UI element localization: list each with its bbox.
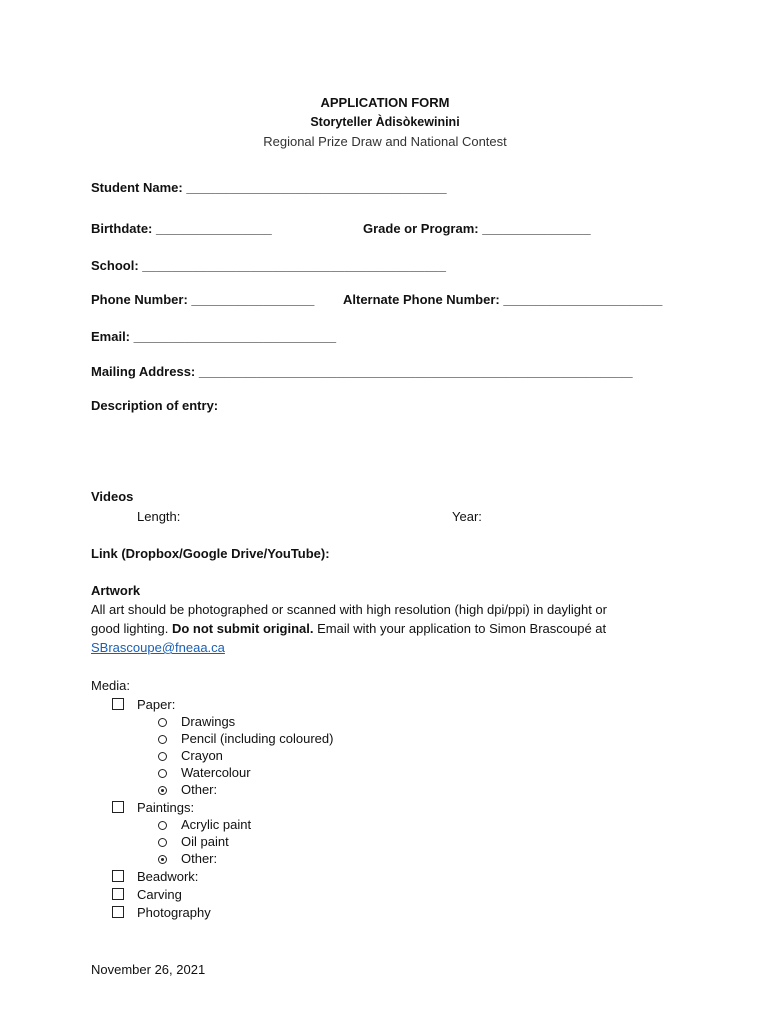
video-length-label: Length: <box>137 509 181 524</box>
pencil-radio[interactable] <box>158 735 167 744</box>
artwork-line2-pre: good lighting. <box>91 621 172 636</box>
artwork-instructions-line2 <box>91 621 606 636</box>
paintings-other-label: Other: <box>181 851 218 866</box>
video-link-label: Link (Dropbox/Google Drive/YouTube): <box>91 546 330 561</box>
crayon-label: Crayon <box>181 748 223 763</box>
videos-heading: Videos <box>91 489 134 504</box>
photography-checkbox[interactable] <box>112 906 124 918</box>
form-title: APPLICATION FORM <box>320 95 450 110</box>
description-label: Description of entry: <box>91 398 219 413</box>
watercolour-radio[interactable] <box>158 769 167 778</box>
birthdate-field[interactable]: Birthdate: ________________ <box>91 221 272 236</box>
beadwork-label: Beadwork: <box>137 869 199 884</box>
alternate-phone-field[interactable]: Alternate Phone Number: ______________________ <box>343 292 663 307</box>
paper-other-label: Other: <box>181 782 218 797</box>
carving-checkbox[interactable] <box>112 888 124 900</box>
pencil-label: Pencil (including coloured) <box>181 731 334 746</box>
video-year-label: Year: <box>452 509 482 524</box>
mailing-address-field[interactable]: Mailing Address: ____________________________________________________________ <box>91 364 633 379</box>
beadwork-checkbox[interactable] <box>112 870 124 882</box>
phone-field[interactable]: Phone Number: _________________ <box>91 292 315 307</box>
form-subtitle: Storyteller Àdisòkewinini <box>310 115 460 129</box>
artwork-heading: Artwork <box>91 583 141 598</box>
acrylic-radio[interactable] <box>158 821 167 830</box>
paintings-other-radio[interactable] <box>158 855 167 864</box>
oil-paint-radio[interactable] <box>158 838 167 847</box>
student-name-field[interactable]: Student Name: ____________________________________ <box>91 180 447 195</box>
acrylic-label: Acrylic paint <box>181 817 252 832</box>
carving-label: Carving <box>137 887 182 902</box>
do-not-submit-original: Do not submit original. <box>171 621 314 636</box>
email-link[interactable]: SBrascoupe@fneaa.ca <box>91 640 225 655</box>
paper-other-radio[interactable] <box>158 786 167 795</box>
media-label: Media: <box>91 678 131 693</box>
drawings-radio[interactable] <box>158 718 167 727</box>
paper-checkbox[interactable] <box>112 698 124 710</box>
oil-paint-label: Oil paint <box>181 834 229 849</box>
school-field[interactable]: School: __________________________________________ <box>91 258 446 273</box>
paintings-label: Paintings: <box>137 800 195 815</box>
paper-label: Paper: <box>137 697 176 712</box>
watercolour-label: Watercolour <box>181 765 251 780</box>
photography-label: Photography <box>137 905 211 920</box>
paintings-checkbox[interactable] <box>112 801 124 813</box>
form-subtitle-contest: Regional Prize Draw and National Contest <box>263 134 507 149</box>
email-field[interactable]: Email: ____________________________ <box>91 329 337 344</box>
drawings-label: Drawings <box>181 714 236 729</box>
footer-date: November 26, 2021 <box>91 962 206 977</box>
artwork-line2-post: Email with your application to Simon Brascoupé at <box>313 621 607 636</box>
crayon-radio[interactable] <box>158 752 167 761</box>
grade-program-field[interactable]: Grade or Program: _______________ <box>363 221 591 236</box>
artwork-instructions-line1: All art should be photographed or scanned with high resolution (high dpi/ppi) in daylight or <box>91 602 607 617</box>
